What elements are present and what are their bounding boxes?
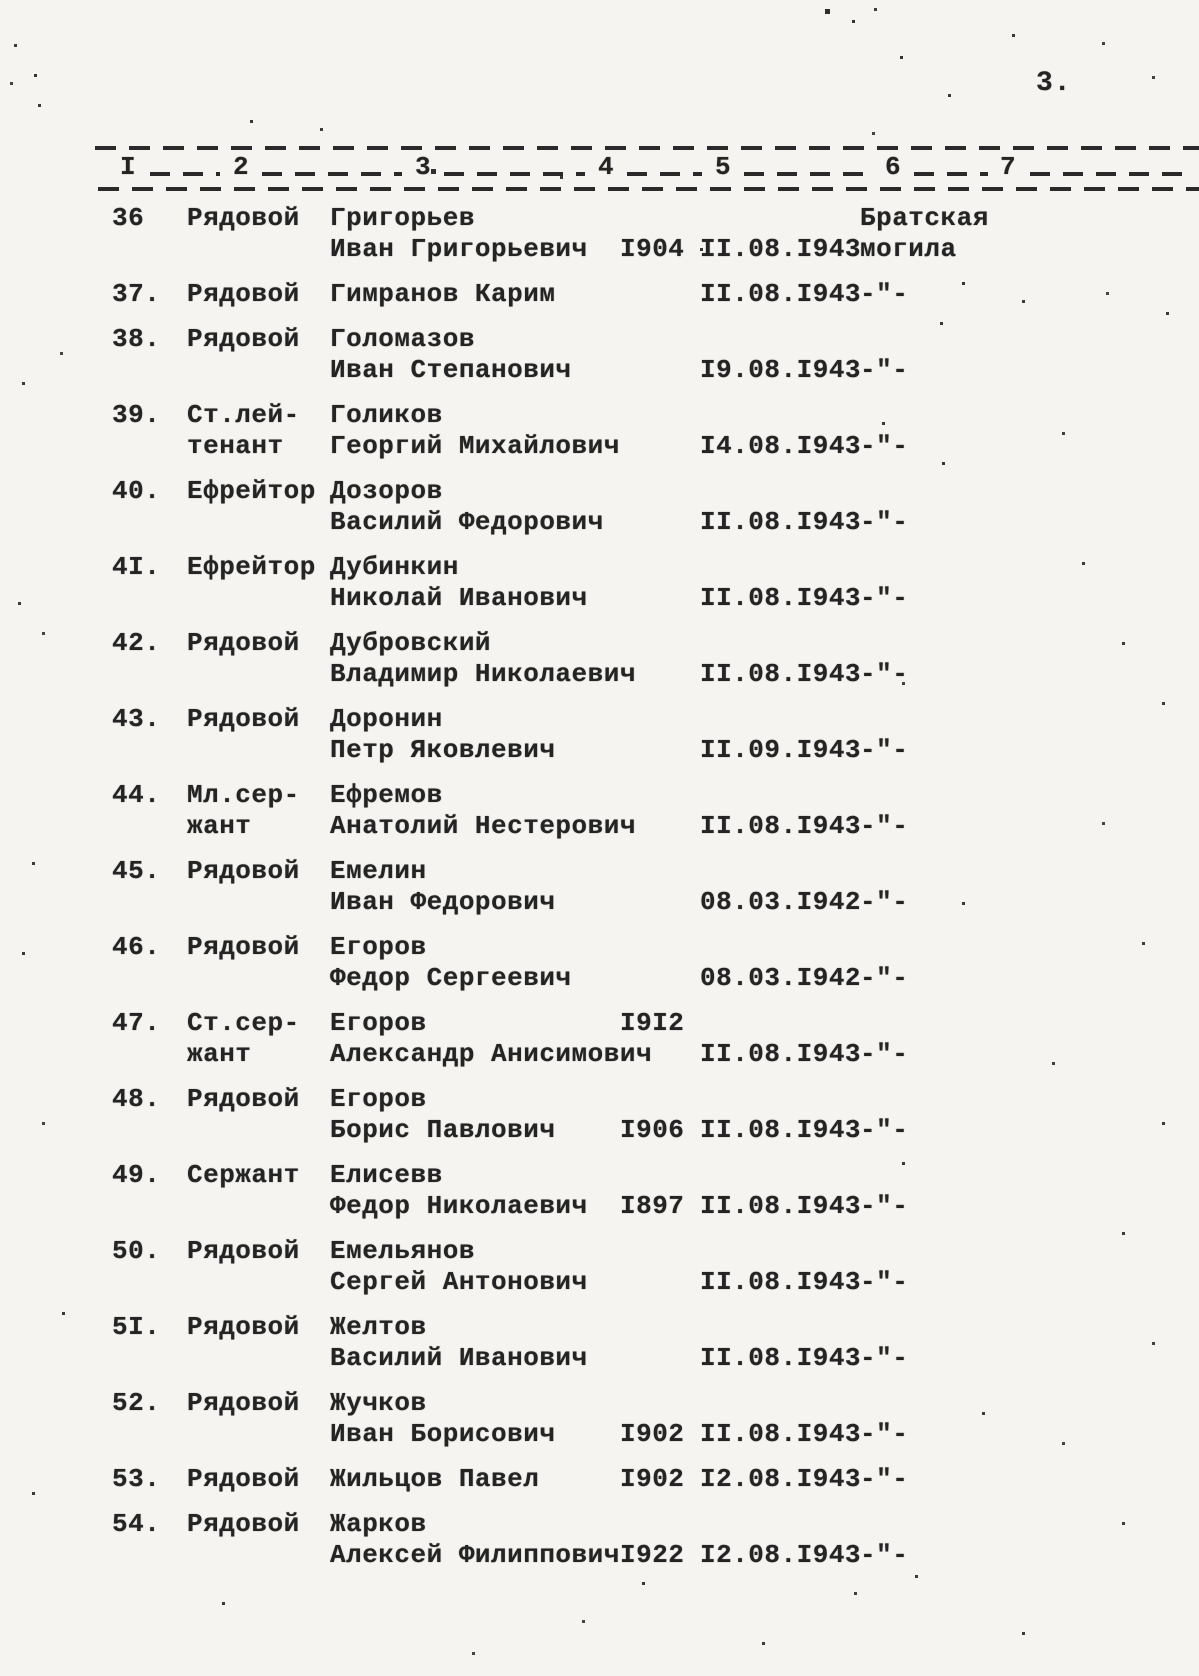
burial-cell: -"-	[860, 1115, 909, 1145]
year-cell	[600, 811, 700, 842]
table-row	[0, 1464, 1199, 1495]
column-header-6: 6	[885, 152, 901, 182]
name-cell: Егоров	[330, 1084, 427, 1114]
name-cell: Гимранов Карим	[330, 279, 556, 309]
rank-cell: Рядовой	[187, 279, 300, 309]
date-cell	[700, 1084, 860, 1115]
year-cell	[600, 780, 700, 811]
burial-cell: -"-	[860, 735, 909, 765]
burial-cell	[860, 324, 1060, 355]
name-cell: Дубинкин	[330, 552, 459, 582]
table-row	[0, 1509, 1199, 1571]
row-number: 52.	[112, 1388, 161, 1418]
row-number-spacer	[112, 1267, 187, 1298]
row-number-spacer	[112, 1191, 187, 1222]
rank-cell: Рядовой	[187, 203, 300, 233]
year-cell	[600, 628, 700, 659]
date-cell	[700, 1312, 860, 1343]
row-number-spacer	[112, 735, 187, 766]
name-cell: Николай Иванович	[330, 583, 588, 613]
column-header-2: 2	[233, 152, 249, 182]
burial-cell: -"-	[860, 1343, 909, 1373]
year-cell: I902	[620, 1419, 685, 1449]
year-cell	[600, 1388, 700, 1419]
name-cell: Иван Степанович	[330, 355, 572, 385]
table-row	[0, 279, 1199, 310]
rank-cell: Мл.сер-	[187, 780, 300, 810]
date-cell: 08.03.I942	[700, 887, 862, 917]
row-number-spacer	[112, 1343, 187, 1374]
burial-cell: -"-	[860, 1267, 909, 1297]
header-dash	[150, 172, 220, 176]
column-header-7: 7	[1000, 152, 1016, 182]
rank-cell: Рядовой	[187, 1312, 300, 1342]
date-cell: II.08.I943	[700, 1115, 862, 1145]
name-cell: Иван Федорович	[330, 887, 556, 917]
burial-cell: -"-	[860, 963, 909, 993]
date-cell	[700, 400, 860, 431]
row-number-spacer	[112, 659, 187, 690]
year-cell: I9I2	[620, 1008, 685, 1038]
rank-cell: Рядовой	[187, 856, 300, 886]
row-number: 53.	[112, 1464, 161, 1494]
date-cell	[700, 1509, 860, 1540]
table-row	[0, 1236, 1199, 1298]
burial-cell	[860, 552, 1060, 583]
date-cell: 08.03.I942	[700, 963, 862, 993]
scan-noise	[0, 0, 3, 3]
table-row	[0, 628, 1199, 690]
year-cell	[600, 279, 700, 310]
row-number: 50.	[112, 1236, 161, 1266]
column-header-5: 5	[715, 152, 731, 182]
name-cell: Григорьев	[330, 203, 475, 233]
year-cell	[600, 431, 700, 462]
date-cell	[700, 552, 860, 583]
page-number: 3.	[1036, 68, 1072, 99]
date-cell	[700, 932, 860, 963]
name-cell: Федор Сергеевич	[330, 963, 572, 993]
row-number: 47.	[112, 1008, 161, 1038]
rank-cell: Ст.лей-	[187, 400, 300, 430]
row-number: 54.	[112, 1509, 161, 1539]
table-row	[0, 1084, 1199, 1146]
table-row	[0, 1160, 1199, 1222]
burial-cell: Братская	[860, 203, 989, 233]
table-row	[0, 780, 1199, 842]
year-cell: I897	[620, 1191, 685, 1221]
table-row	[0, 324, 1199, 386]
year-cell	[600, 355, 700, 386]
year-cell	[600, 583, 700, 614]
year-cell	[600, 1039, 700, 1070]
rank-cell: Рядовой	[187, 1388, 300, 1418]
row-number: 48.	[112, 1084, 161, 1114]
table-row	[0, 1312, 1199, 1374]
row-number-spacer	[112, 1540, 187, 1571]
rank-cell: Рядовой	[187, 628, 300, 658]
row-number: 46.	[112, 932, 161, 962]
date-cell: II.08.I943	[700, 1343, 862, 1373]
year-cell	[600, 1312, 700, 1343]
burial-cell	[860, 856, 1060, 887]
row-number: 37.	[112, 279, 161, 309]
year-cell	[600, 400, 700, 431]
year-cell: I906	[620, 1115, 685, 1145]
column-header-3: 3	[415, 152, 431, 182]
burial-cell: -"-	[860, 1464, 909, 1494]
header-dash	[744, 172, 872, 176]
rank-cell	[187, 887, 330, 918]
year-cell	[600, 552, 700, 583]
date-cell	[700, 476, 860, 507]
burial-cell: -"-	[860, 811, 909, 841]
rank-cell: Ефрейтор	[187, 476, 316, 506]
date-cell	[700, 1388, 860, 1419]
year-cell	[600, 1343, 700, 1374]
year-cell	[600, 704, 700, 735]
year-cell	[600, 476, 700, 507]
row-number-spacer	[112, 1419, 187, 1450]
date-cell: II.08.I943	[700, 583, 862, 613]
name-cell: Анатолий Нестерович	[330, 811, 636, 841]
rank-cell: жант	[187, 1039, 252, 1069]
header-rule-bottom	[98, 187, 1199, 191]
rank-cell	[187, 659, 330, 690]
header-dash	[1030, 172, 1190, 176]
name-cell: Егоров	[330, 1008, 427, 1038]
table-row	[0, 476, 1199, 538]
name-cell: Голомазов	[330, 324, 475, 354]
burial-cell	[860, 1509, 1060, 1540]
rank-cell	[187, 735, 330, 766]
date-cell	[700, 856, 860, 887]
burial-cell: -"-	[860, 355, 909, 385]
year-cell: I902	[620, 1464, 685, 1494]
date-cell: II.09.I943	[700, 735, 862, 765]
name-cell: Егоров	[330, 932, 427, 962]
year-cell	[600, 963, 700, 994]
rank-cell	[187, 963, 330, 994]
date-cell: I4.08.I943	[700, 431, 862, 461]
burial-cell: -"-	[860, 1419, 909, 1449]
row-number: 43.	[112, 704, 161, 734]
table-row	[0, 400, 1199, 462]
burial-cell	[860, 400, 1060, 431]
rank-cell	[187, 1191, 330, 1222]
name-cell: Емельянов	[330, 1236, 475, 1266]
row-number: 5I.	[112, 1312, 161, 1342]
table-row	[0, 1388, 1199, 1450]
date-cell	[700, 704, 860, 735]
name-cell: Емелин	[330, 856, 427, 886]
year-cell	[600, 932, 700, 963]
name-cell: Елисевв	[330, 1160, 443, 1190]
date-cell	[700, 1160, 860, 1191]
year-cell	[600, 1509, 700, 1540]
rank-cell: Рядовой	[187, 1084, 300, 1114]
name-cell: Жучков	[330, 1388, 427, 1418]
burial-cell: -"-	[860, 1191, 909, 1221]
row-number-spacer	[112, 355, 187, 386]
rank-cell	[187, 1115, 330, 1146]
date-cell: II.08.I943	[700, 507, 862, 537]
year-cell	[600, 659, 700, 690]
date-cell	[700, 1236, 860, 1267]
rank-cell	[187, 234, 330, 265]
name-cell: Алексей Филиппович	[330, 1540, 620, 1570]
name-cell: Голиков	[330, 400, 443, 430]
date-cell: II.08.I943	[700, 279, 862, 309]
rank-cell: Рядовой	[187, 704, 300, 734]
year-cell: I922	[620, 1540, 685, 1570]
table-row	[0, 1008, 1199, 1070]
name-cell: Александр Анисимович	[330, 1039, 653, 1069]
year-cell: I904	[620, 234, 685, 264]
table-row	[0, 856, 1199, 918]
rank-cell	[187, 583, 330, 614]
burial-cell: могила	[860, 234, 957, 264]
row-number-spacer	[112, 507, 187, 538]
name-cell: Иван Григорьевич	[330, 234, 588, 264]
year-cell	[600, 1160, 700, 1191]
date-cell	[700, 1008, 860, 1039]
year-cell	[600, 1236, 700, 1267]
name-cell: Василий Федорович	[330, 507, 604, 537]
row-number-spacer	[112, 963, 187, 994]
row-number-spacer	[112, 1039, 187, 1070]
rank-cell	[187, 1540, 330, 1571]
year-cell	[600, 203, 700, 234]
burial-cell: -"-	[860, 583, 909, 613]
burial-cell: -"-	[860, 279, 909, 309]
row-number: 40.	[112, 476, 161, 506]
date-cell: II.08.I943	[700, 1419, 862, 1449]
row-number: 49.	[112, 1160, 161, 1190]
rank-cell	[187, 1419, 330, 1450]
name-cell: Георгий Михайлович	[330, 431, 620, 461]
rank-cell: Рядовой	[187, 1236, 300, 1266]
date-cell	[700, 324, 860, 355]
year-cell	[600, 1267, 700, 1298]
date-cell: II.08.I943	[700, 659, 862, 689]
burial-cell	[860, 476, 1060, 507]
row-number: 39.	[112, 400, 161, 430]
date-cell: I9.08.I943	[700, 355, 862, 385]
name-cell: Жильцов Павел	[330, 1464, 540, 1494]
date-cell: I2.08.I943	[700, 1540, 862, 1570]
name-cell: Дубровский	[330, 628, 492, 658]
rank-cell: жант	[187, 811, 252, 841]
name-cell: Дозоров	[330, 476, 443, 506]
date-cell	[700, 203, 860, 234]
burial-cell	[860, 704, 1060, 735]
header-dash	[262, 172, 402, 176]
year-cell	[600, 324, 700, 355]
rank-cell: Рядовой	[187, 1464, 300, 1494]
burial-cell	[860, 780, 1060, 811]
burial-cell: -"-	[860, 887, 909, 917]
table-row	[0, 203, 1199, 265]
burial-cell	[860, 932, 1060, 963]
rank-cell: Сержант	[187, 1160, 300, 1190]
column-header-1: I	[120, 152, 136, 182]
row-number-spacer	[112, 811, 187, 842]
burial-cell: -"-	[860, 659, 909, 689]
burial-cell	[860, 1312, 1060, 1343]
header-dash	[627, 172, 702, 176]
rank-cell	[187, 355, 330, 386]
name-cell: Доронин	[330, 704, 443, 734]
date-cell: II.08.I943	[700, 1191, 862, 1221]
row-number: 4I.	[112, 552, 161, 582]
burial-cell	[860, 1160, 1060, 1191]
header-dash	[444, 172, 585, 176]
column-header-4: 4	[598, 152, 614, 182]
row-number-spacer	[112, 583, 187, 614]
year-cell	[600, 856, 700, 887]
year-cell	[600, 735, 700, 766]
table-body	[0, 203, 1199, 1585]
burial-cell: -"-	[860, 1540, 909, 1570]
row-number: 42.	[112, 628, 161, 658]
name-cell: Борис Павлович	[330, 1115, 556, 1145]
rank-cell: Рядовой	[187, 324, 300, 354]
rank-cell: Ст.сер-	[187, 1008, 300, 1038]
date-cell	[700, 628, 860, 659]
date-cell: II.08.I943	[700, 234, 862, 264]
date-cell: II.08.I943	[700, 1267, 862, 1297]
name-cell: Владимир Николаевич	[330, 659, 636, 689]
table-row	[0, 704, 1199, 766]
burial-cell: -"-	[860, 431, 909, 461]
burial-cell	[860, 1084, 1060, 1115]
name-cell: Желтов	[330, 1312, 427, 1342]
table-row	[0, 932, 1199, 994]
rank-cell	[187, 507, 330, 538]
name-cell: Жарков	[330, 1509, 427, 1539]
header-rule-top	[95, 146, 1199, 150]
date-cell	[700, 780, 860, 811]
name-cell: Федор Николаевич	[330, 1191, 588, 1221]
name-cell: Василий Иванович	[330, 1343, 588, 1373]
row-number-spacer	[112, 431, 187, 462]
row-number-spacer	[112, 887, 187, 918]
burial-cell: -"-	[860, 1039, 909, 1069]
row-number-spacer	[112, 234, 187, 265]
burial-cell	[860, 628, 1060, 659]
date-cell: II.08.I943	[700, 811, 862, 841]
year-cell	[600, 887, 700, 918]
rank-cell: тенант	[187, 431, 284, 461]
table-row	[0, 552, 1199, 614]
rank-cell: Ефрейтор	[187, 552, 316, 582]
row-number: 36	[112, 203, 145, 233]
row-number: 44.	[112, 780, 161, 810]
name-cell: Сергей Антонович	[330, 1267, 588, 1297]
row-number-spacer	[112, 1115, 187, 1146]
name-cell: Петр Яковлевич	[330, 735, 556, 765]
rank-cell: Рядовой	[187, 932, 300, 962]
burial-cell	[860, 1008, 1060, 1039]
burial-cell	[860, 1236, 1060, 1267]
year-cell	[600, 1084, 700, 1115]
burial-cell: -"-	[860, 507, 909, 537]
rank-cell	[187, 1267, 330, 1298]
row-number: 38.	[112, 324, 161, 354]
burial-cell	[860, 1388, 1060, 1419]
rank-cell: Рядовой	[187, 1509, 300, 1539]
date-cell: I2.08.I943	[700, 1464, 862, 1494]
rank-cell	[187, 1343, 330, 1374]
name-cell: Иван Борисович	[330, 1419, 556, 1449]
name-cell: Ефремов	[330, 780, 443, 810]
header-dash	[914, 172, 988, 176]
row-number: 45.	[112, 856, 161, 886]
date-cell: II.08.I943	[700, 1039, 862, 1069]
table-header-row	[0, 152, 1199, 186]
year-cell	[600, 507, 700, 538]
